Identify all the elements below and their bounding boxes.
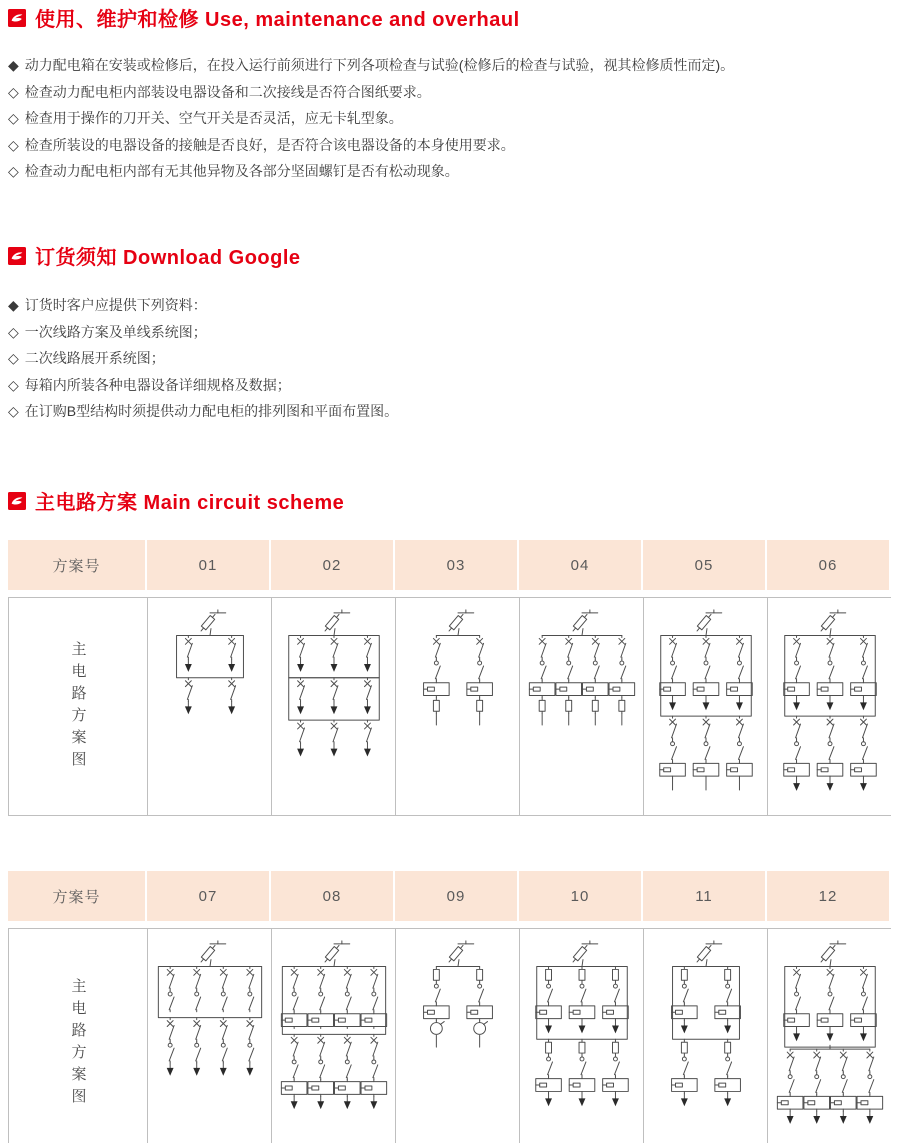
bullet-text: 二次线路展开系统图； xyxy=(24,350,165,366)
hollow-diamond-marker: ◇ xyxy=(8,403,19,419)
diagram-cell-scheme-07 xyxy=(148,929,271,1143)
section-title: 主电路方案 Main circuit scheme xyxy=(35,492,345,514)
diagram-cell-scheme-03 xyxy=(396,598,519,815)
bullet-text: 检查所装设的电器设备的接触是否良好，是否符合该电器设备的本身使用要求。 xyxy=(24,136,515,153)
bullet-item xyxy=(8,372,890,399)
hollow-diamond-marker: ◇ xyxy=(8,376,19,393)
diagram-cell-scheme-09 xyxy=(396,929,519,1143)
bullet-item xyxy=(8,319,890,346)
hollow-diamond-marker: ◇ xyxy=(8,83,19,100)
hollow-diamond-marker: ◇ xyxy=(8,350,19,366)
circuit-diagram-scheme-12 xyxy=(769,935,891,1143)
bullet-text: 订货时客户应提供下列资料： xyxy=(24,297,207,313)
bullet-item xyxy=(8,158,890,185)
header-cell-scheme-01: 01 xyxy=(147,540,269,590)
scheme-table-01-06 xyxy=(8,540,891,816)
bullet-text: 检查动力配电柜内部有无其他异物及各部分坚固螺钉是否有松动现象。 xyxy=(24,163,459,179)
row-label-cell xyxy=(9,598,147,815)
circuit-diagram-scheme-09 xyxy=(397,935,519,1143)
scheme-table-07-12 xyxy=(8,871,891,1143)
circuit-diagram-scheme-10 xyxy=(521,935,643,1143)
diagram-cell-scheme-06 xyxy=(768,598,891,815)
bullet-text: 检查动力配电柜内部装设电器设备和二次接线是否符合图纸要求。 xyxy=(24,83,431,100)
table-body-row xyxy=(8,928,891,1143)
bullet-item xyxy=(8,52,890,79)
bullet-item xyxy=(8,105,890,132)
hollow-diamond-marker: ◇ xyxy=(8,163,19,179)
row-label-text: 主电路方案图 xyxy=(69,640,87,773)
table-body-row xyxy=(8,597,891,816)
header-cell-scheme-11: 11 xyxy=(643,871,765,921)
hollow-diamond-marker: ◇ xyxy=(8,110,19,126)
diagram-cell-scheme-10 xyxy=(520,929,643,1143)
filled-diamond-marker: ◆ xyxy=(8,57,19,73)
red-logo-icon xyxy=(8,247,26,265)
bullet-list-ordering xyxy=(8,292,890,425)
table-header-row xyxy=(8,871,891,921)
header-cell-scheme-12: 12 xyxy=(767,871,889,921)
diagram-cell-scheme-12 xyxy=(768,929,891,1143)
section-title: 使用、维护和检修 Use, maintenance and overhaul xyxy=(35,9,520,31)
section-header-main-circuit xyxy=(8,486,344,515)
circuit-diagram-scheme-03 xyxy=(397,604,519,813)
bullet-text: 在订购B型结构时须提供动力配电柜的排列图和平面布置图。 xyxy=(24,403,399,419)
header-cell-scheme-02: 02 xyxy=(271,540,393,590)
table-header-row xyxy=(8,540,891,590)
section-header-use-maintenance xyxy=(8,3,520,32)
bullet-text: 一次线路方案及单线系统图； xyxy=(24,323,207,340)
header-cell-scheme-05: 05 xyxy=(643,540,765,590)
header-cell-scheme-no: 方案号 xyxy=(8,540,145,590)
red-logo-icon xyxy=(8,492,26,510)
diagram-cell-scheme-08 xyxy=(272,929,395,1143)
bullet-item xyxy=(8,292,890,319)
header-cell-scheme-06: 06 xyxy=(767,540,889,590)
header-cell-scheme-03: 03 xyxy=(395,540,517,590)
circuit-diagram-scheme-11 xyxy=(645,935,767,1143)
bullet-item xyxy=(8,79,890,106)
header-cell-scheme-09: 09 xyxy=(395,871,517,921)
circuit-diagram-scheme-08 xyxy=(273,935,395,1143)
circuit-diagram-scheme-06 xyxy=(769,604,891,813)
diagram-cell-scheme-11 xyxy=(644,929,767,1143)
circuit-diagram-scheme-04 xyxy=(521,604,643,813)
header-cell-scheme-10: 10 xyxy=(519,871,641,921)
bullet-text: 检查用于操作的刀开关、空气开关是否灵活，应无卡轧型象。 xyxy=(24,110,403,126)
bullet-list-use-maintenance xyxy=(8,52,890,185)
circuit-diagram-scheme-02 xyxy=(273,604,395,813)
row-label-cell xyxy=(9,929,147,1143)
header-cell-scheme-07: 07 xyxy=(147,871,269,921)
bullet-item xyxy=(8,398,890,425)
circuit-diagram-scheme-05 xyxy=(645,604,767,813)
red-logo-icon xyxy=(8,9,26,27)
filled-diamond-marker: ◆ xyxy=(8,297,19,313)
circuit-diagram-scheme-07 xyxy=(149,935,271,1143)
row-label-text: 主电路方案图 xyxy=(69,978,87,1110)
diagram-cell-scheme-01 xyxy=(148,598,271,815)
diagram-cell-scheme-02 xyxy=(272,598,395,815)
bullet-item xyxy=(8,345,890,372)
hollow-diamond-marker: ◇ xyxy=(8,136,19,153)
header-cell-scheme-04: 04 xyxy=(519,540,641,590)
section-title: 订货须知 Download Google xyxy=(35,247,301,269)
hollow-diamond-marker: ◇ xyxy=(8,323,19,340)
circuit-diagram-scheme-01 xyxy=(149,604,271,813)
header-cell-scheme-08: 08 xyxy=(271,871,393,921)
section-header-ordering xyxy=(8,241,301,270)
bullet-item xyxy=(8,132,890,159)
bullet-text: 每箱内所装各种电器设备详细规格及数据； xyxy=(24,376,291,393)
header-cell-scheme-no: 方案号 xyxy=(8,871,145,921)
bullet-text: 动力配电箱在安装或检修后，在投入运行前须进行下列各项检查与试验(检修后的检查与试验，视其检修质性而定)。 xyxy=(24,57,735,73)
diagram-cell-scheme-05 xyxy=(644,598,767,815)
diagram-cell-scheme-04 xyxy=(520,598,643,815)
